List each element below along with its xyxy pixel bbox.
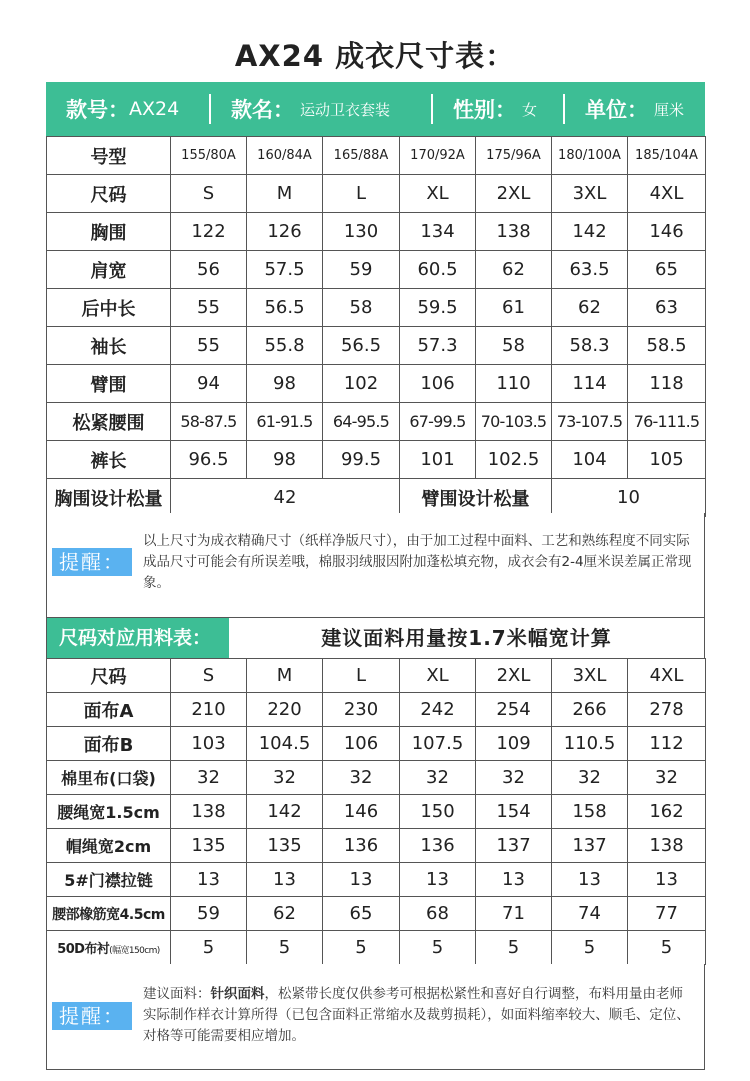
row-header: 5#门襟拉链 [47,863,171,897]
table-cell: 67-99.5 [400,403,476,441]
table-row [47,175,706,213]
table-cell: 160/84A [247,137,323,175]
fabric-note-text [143,984,694,1047]
table-cell: 13 [400,863,476,897]
table-row [47,829,706,863]
table-cell: 137 [552,829,628,863]
table-cell: 13 [247,863,323,897]
tip-badge: 提醒： [52,548,132,576]
table-cell: 71 [476,897,552,931]
table-cell: 4XL [628,659,706,693]
table-cell: 65 [628,251,706,289]
table-cell: 13 [171,863,247,897]
table-cell: 180/100A [552,137,628,175]
table-cell: 76-111.5 [628,403,706,441]
table-cell: 165/88A [323,137,400,175]
row-header: 后中长 [47,289,171,327]
table-cell: 65 [323,897,400,931]
table-cell: 154 [476,795,552,829]
row-header-main: 50D布衬 [57,942,110,957]
table-cell: 58.5 [628,327,706,365]
unit-value: 厘米 [654,100,685,119]
row-header: 裤长 [47,441,171,479]
table-cell: L [323,659,400,693]
table-cell: 103 [171,727,247,761]
row-header: 尺码 [47,659,171,693]
table-cell: 94 [171,365,247,403]
table-cell: 68 [400,897,476,931]
table-cell: 130 [323,213,400,251]
table-cell: 59 [323,251,400,289]
table-cell: 118 [628,365,706,403]
table-cell: 32 [628,761,706,795]
table-cell: 64-95.5 [323,403,400,441]
table-cell: 210 [171,693,247,727]
table-cell: 58 [476,327,552,365]
table-cell: 107.5 [400,727,476,761]
table-row [47,761,706,795]
row-header: 面布A [47,693,171,727]
table-cell: 58.3 [552,327,628,365]
style-no [46,82,209,136]
table-cell: 3XL [552,659,628,693]
table-cell: 136 [323,829,400,863]
table-cell: 220 [247,693,323,727]
table-cell: 138 [628,829,706,863]
row-header: 腰绳宽1.5cm [47,795,171,829]
table-cell: 61 [476,289,552,327]
fabric-table [46,658,706,965]
table-cell: 138 [476,213,552,251]
row-header [47,931,171,965]
row-header: 尺码 [47,175,171,213]
style-no-label: 款号： [66,98,129,122]
gender [433,82,563,136]
table-cell: 155/80A [171,137,247,175]
row-header: 胸围 [47,213,171,251]
table-cell: 278 [628,693,706,727]
note-bold: 针织面料 [210,986,265,1002]
table-row [47,441,706,479]
table-cell: 5 [400,931,476,965]
table-row [47,659,706,693]
page-title: AX24 成衣尺寸表： [234,39,516,73]
table-cell: XL [400,175,476,213]
row-header: 肩宽 [47,251,171,289]
unit [565,82,705,136]
table-cell: 230 [323,693,400,727]
table-cell: 137 [476,829,552,863]
table-cell: 134 [400,213,476,251]
table-cell: 112 [628,727,706,761]
table-cell: M [247,659,323,693]
fabric-tab: 尺码对应用料表： [47,618,229,658]
table-cell: 142 [552,213,628,251]
table-cell: 99.5 [323,441,400,479]
table-cell: 158 [552,795,628,829]
table-cell: 62 [247,897,323,931]
table-cell: 142 [247,795,323,829]
table-cell: 58 [323,289,400,327]
style-name-label: 款名： [231,98,294,122]
table-cell: 126 [247,213,323,251]
table-cell: 5 [247,931,323,965]
style-name-value: 运动卫衣套装 [300,100,391,119]
table-row [47,931,706,965]
table-cell: 63 [628,289,706,327]
table-cell: 32 [247,761,323,795]
table-cell: 96.5 [171,441,247,479]
row-header: 腰部橡筋宽4.5cm [47,897,171,931]
table-cell: S [171,175,247,213]
fabric-note-box [46,964,705,1070]
row-header: 松紧腰围 [47,403,171,441]
table-cell: 73-107.5 [552,403,628,441]
table-cell: 5 [323,931,400,965]
table-cell: 266 [552,693,628,727]
table-row [47,693,706,727]
table-cell: 104 [552,441,628,479]
table-cell: 4XL [628,175,706,213]
row-header: 袖长 [47,327,171,365]
table-cell: 5 [476,931,552,965]
table-row [47,403,706,441]
fabric-header [46,618,705,658]
table-cell: 59.5 [400,289,476,327]
table-cell: 98 [247,365,323,403]
table-cell: 56.5 [247,289,323,327]
table-cell: 106 [323,727,400,761]
table-cell: 102.5 [476,441,552,479]
table-cell: 5 [171,931,247,965]
table-cell: 185/104A [628,137,706,175]
table-cell: 62 [552,289,628,327]
table-cell: 98 [247,441,323,479]
table-cell: 110.5 [552,727,628,761]
arm-ease-value: 10 [552,479,706,517]
table-cell: 61-91.5 [247,403,323,441]
arm-ease-label: 臂围设计松量 [400,479,552,517]
style-name [211,82,431,136]
table-cell: 102 [323,365,400,403]
gender-label: 性别： [453,98,516,122]
unit-label: 单位： [585,98,648,122]
table-row [47,251,706,289]
table-cell: XL [400,659,476,693]
table-cell: 56 [171,251,247,289]
table-row [47,897,706,931]
table-cell: 138 [171,795,247,829]
table-cell: 13 [552,863,628,897]
ease-row [47,479,706,517]
row-header: 臂围 [47,365,171,403]
table-cell: 56.5 [323,327,400,365]
fabric-width-note: 建议面料用量按1.7米幅宽计算 [321,626,612,650]
table-cell: 62 [476,251,552,289]
table-row [47,795,706,829]
table-cell: 5 [628,931,706,965]
table-cell: 136 [400,829,476,863]
table-cell: M [247,175,323,213]
table-cell: 32 [476,761,552,795]
table-cell: 32 [400,761,476,795]
table-cell: 59 [171,897,247,931]
table-cell: 74 [552,897,628,931]
table-cell: 70-103.5 [476,403,552,441]
table-cell: 55 [171,327,247,365]
table-row [47,727,706,761]
table-cell: 32 [552,761,628,795]
table-cell: 2XL [476,659,552,693]
tip-badge: 提醒： [52,1002,132,1030]
table-cell: 146 [628,213,706,251]
table-cell: 32 [171,761,247,795]
header-bar [46,82,705,136]
table-cell: 104.5 [247,727,323,761]
table-cell: 162 [628,795,706,829]
table-cell: 122 [171,213,247,251]
table-cell: S [171,659,247,693]
gender-value: 女 [522,100,538,119]
size-note-text: 以上尺寸为成衣精确尺寸（纸样净版尺寸），由于加工过程中面料、工艺和熟练程度不同实际成品尺寸可能会有所误差哦，棉服羽绒服因附加蓬松填充物，成衣会有2-4厘米误差属正常现象。 [143,533,692,591]
table-cell: 13 [323,863,400,897]
table-cell: 57.3 [400,327,476,365]
table-cell: 106 [400,365,476,403]
row-header-sub: (幅宽150cm) [109,946,160,956]
table-cell: 77 [628,897,706,931]
style-no-value: AX24 [129,98,180,120]
table-cell: 109 [476,727,552,761]
table-row [47,289,706,327]
table-cell: 32 [323,761,400,795]
table-cell: 2XL [476,175,552,213]
table-cell: 135 [247,829,323,863]
table-row [47,365,706,403]
note-prefix: 建议面料： [143,986,211,1002]
table-cell: 105 [628,441,706,479]
table-cell: 57.5 [247,251,323,289]
table-cell: 242 [400,693,476,727]
table-cell: 101 [400,441,476,479]
table-cell: 13 [628,863,706,897]
table-cell: 55.8 [247,327,323,365]
row-header: 号型 [47,137,171,175]
size-note [46,513,705,618]
chest-ease-value: 42 [171,479,400,517]
table-cell: 5 [552,931,628,965]
chest-ease-label: 胸围设计松量 [47,479,171,517]
table-row [47,213,706,251]
table-row [47,863,706,897]
table-cell: 60.5 [400,251,476,289]
table-cell: 146 [323,795,400,829]
table-row [47,137,706,175]
table-cell: 55 [171,289,247,327]
table-cell: 58-87.5 [171,403,247,441]
size-table [46,136,706,517]
note-rest: ，松紧带长度仅供参考可根据松紧性和喜好自行调整，布料用量由老师实际制作样衣计算所得（已包含面料正常缩水及裁剪损耗），如面料缩率较大、顺毛、定位、对格等可能需要相应增加。 [143,986,690,1044]
table-cell: 63.5 [552,251,628,289]
table-row [47,327,706,365]
row-header: 棉里布(口袋) [47,761,171,795]
table-cell: 135 [171,829,247,863]
table-cell: 254 [476,693,552,727]
table-cell: 150 [400,795,476,829]
table-cell: 13 [476,863,552,897]
row-header: 帽绳宽2cm [47,829,171,863]
table-cell: 3XL [552,175,628,213]
row-header: 面布B [47,727,171,761]
table-cell: L [323,175,400,213]
table-cell: 175/96A [476,137,552,175]
table-cell: 114 [552,365,628,403]
table-cell: 110 [476,365,552,403]
table-cell: 170/92A [400,137,476,175]
